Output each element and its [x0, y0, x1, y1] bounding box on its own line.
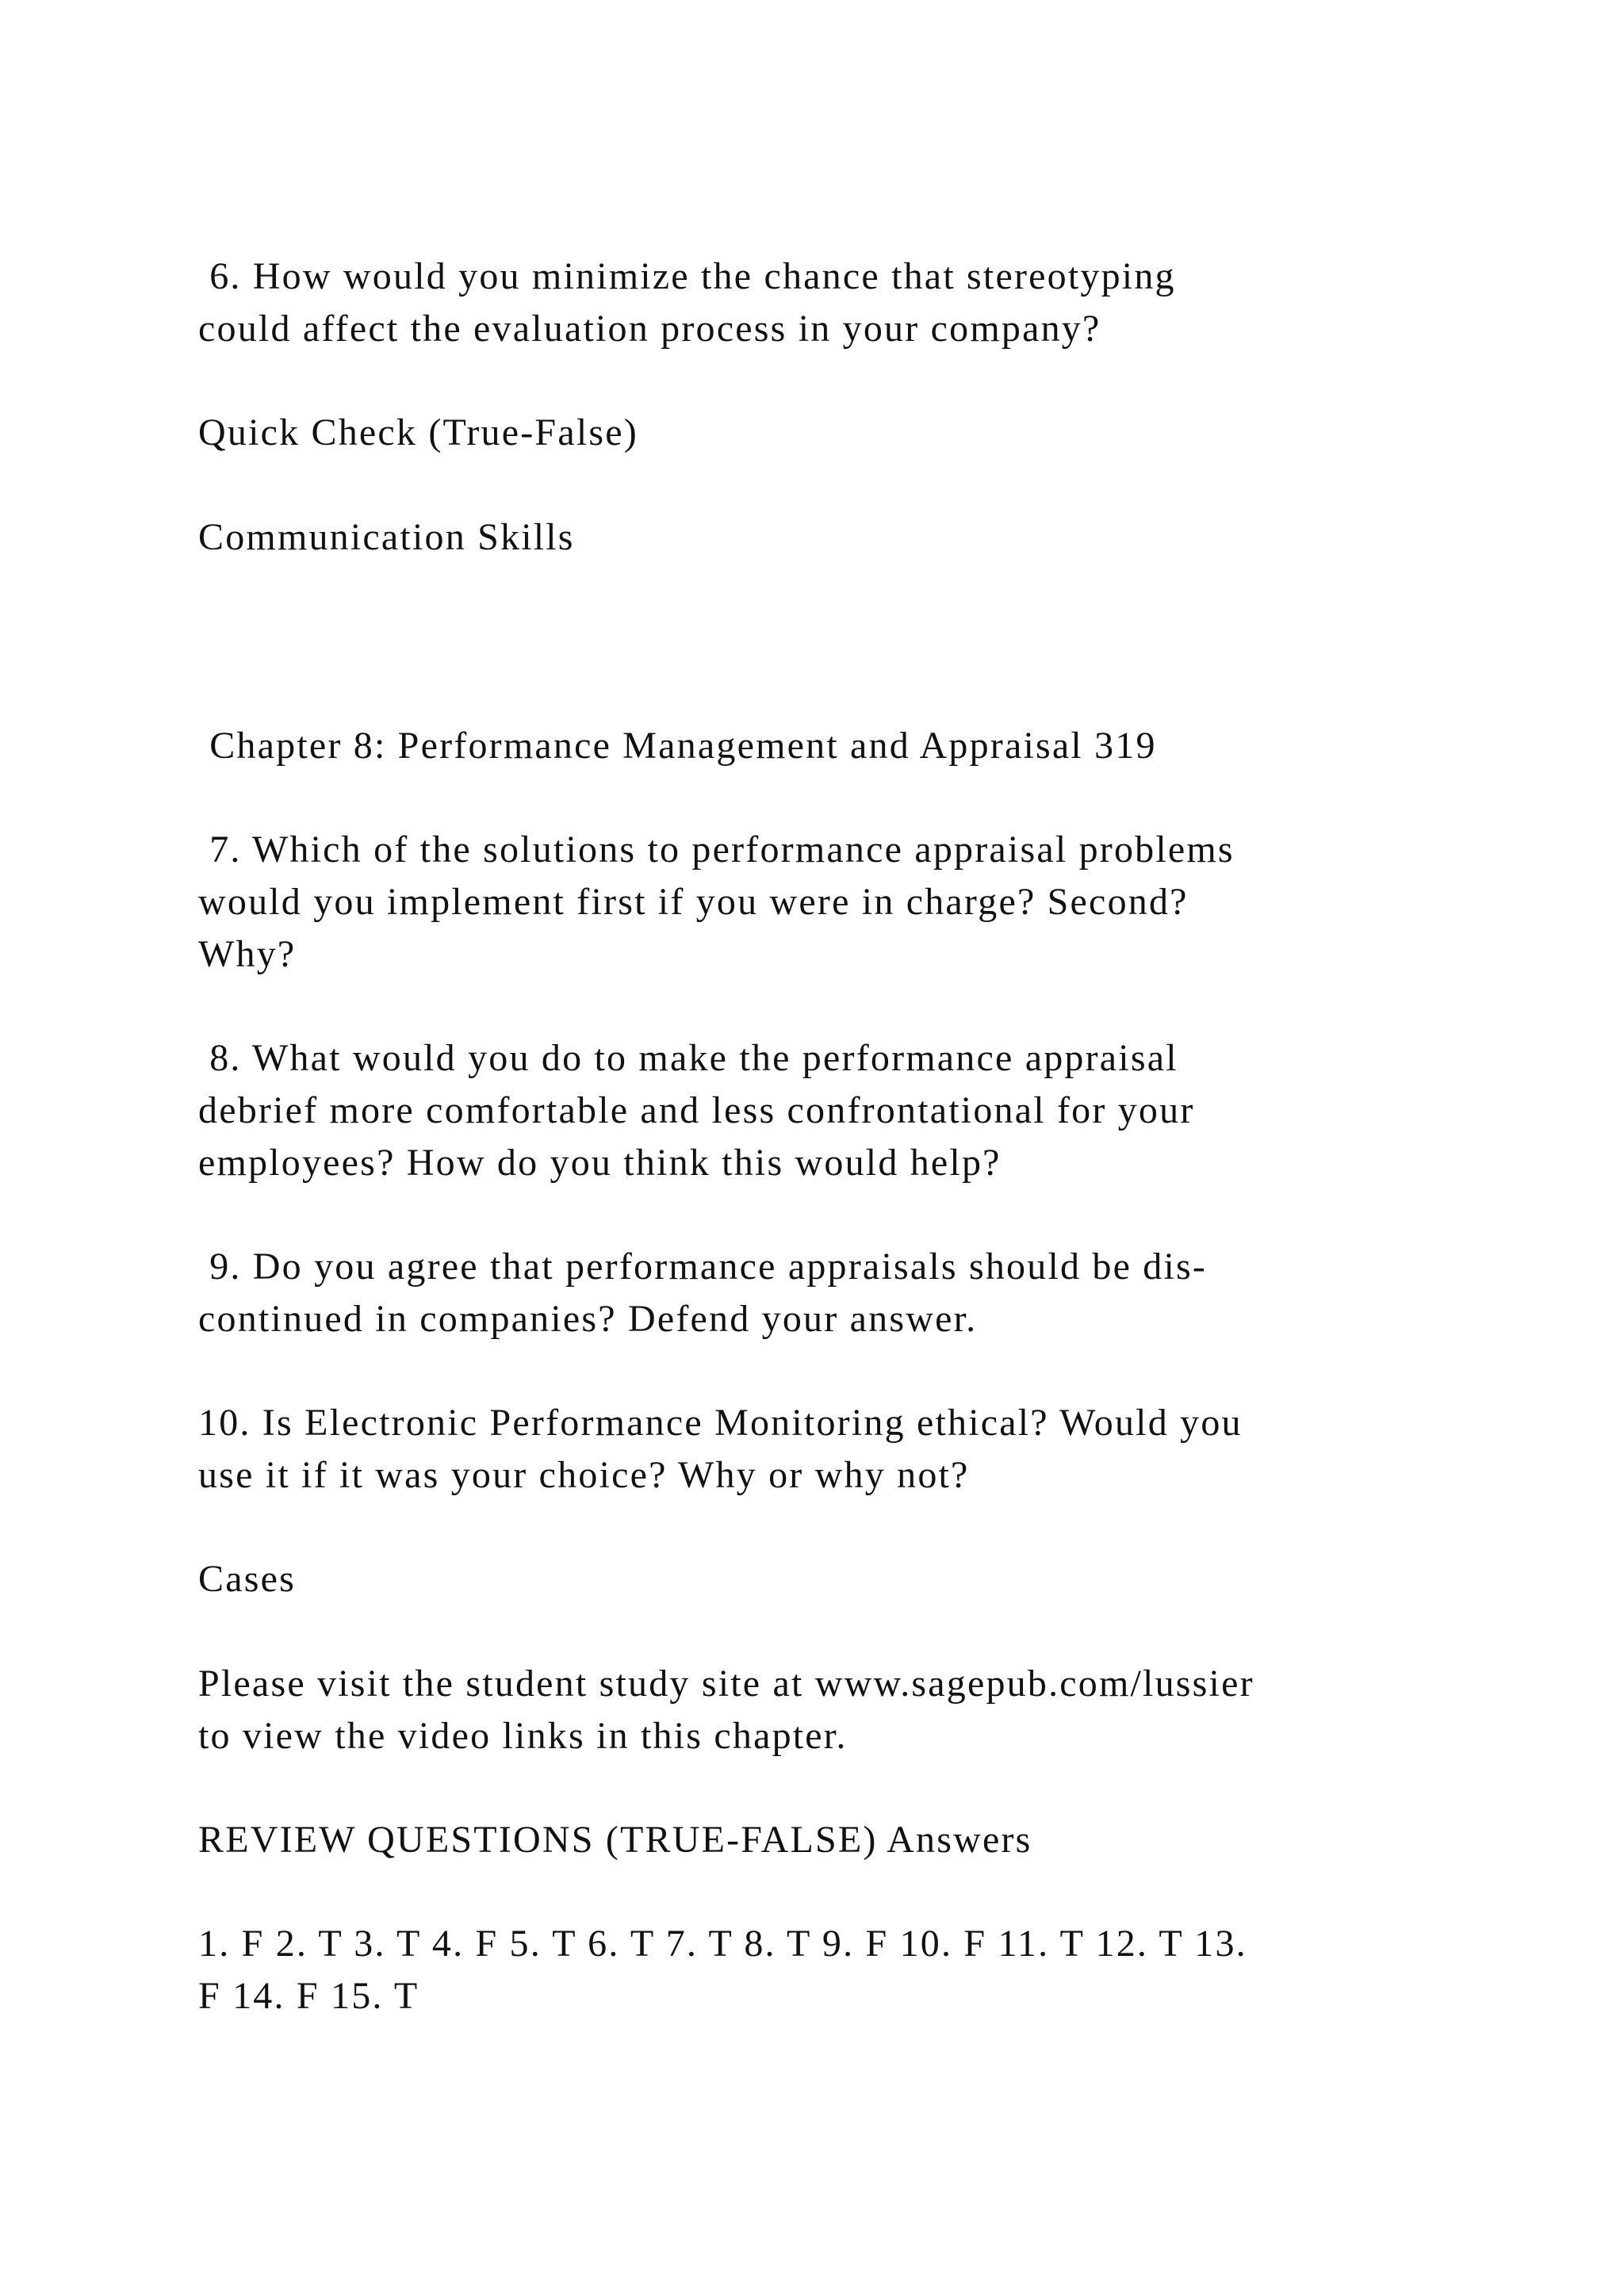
question-7-line-1: 7. Which of the solutions to performance appraisal problems — [198, 828, 1235, 871]
answer-key-line-2: F 14. F 15. T — [198, 1975, 419, 2017]
question-10-line-1: 10. Is Electronic Performance Monitoring ethical? Would you — [198, 1402, 1243, 1444]
question-9-line-2: continued in companies? Defend your answer. — [198, 1298, 978, 1340]
question-6-line-1: 6. How would you minimize the chance that stereotyping — [198, 255, 1176, 297]
question-9-line-1: 9. Do you agree that performance appraisals should be dis- — [198, 1246, 1208, 1288]
question-8-line-3: employees? How do you think this would help? — [198, 1142, 1002, 1184]
review-questions-heading: REVIEW QUESTIONS (TRUE-FALSE) Answers — [198, 1819, 1032, 1861]
question-10-line-2: use it if it was your choice? Why or why not? — [198, 1454, 970, 1496]
communication-skills-heading: Communication Skills — [198, 516, 575, 558]
answer-key-line-1: 1. F 2. T 3. T 4. F 5. T 6. T 7. T 8. T 9. F 10. F 11. T 12. T 13. — [198, 1923, 1247, 1965]
question-7-line-2: would you implement first if you were in charge? Second? — [198, 881, 1189, 923]
question-6-line-2: could affect the evaluation process in your company? — [198, 308, 1101, 350]
question-8-line-1: 8. What would you do to make the performance appraisal — [198, 1037, 1178, 1079]
study-site-line-1: Please visit the student study site at www.sagepub.com/lussier — [198, 1663, 1254, 1705]
cases-heading: Cases — [198, 1558, 296, 1600]
question-8-line-2: debrief more comfortable and less confrontational for your — [198, 1089, 1195, 1131]
question-7-line-3: Why? — [198, 933, 297, 975]
study-site-line-2: to view the video links in this chapter. — [198, 1715, 848, 1757]
quick-check-heading: Quick Check (True-False) — [198, 411, 638, 453]
chapter-page-header: Chapter 8: Performance Management and Appraisal 319 — [198, 725, 1157, 767]
